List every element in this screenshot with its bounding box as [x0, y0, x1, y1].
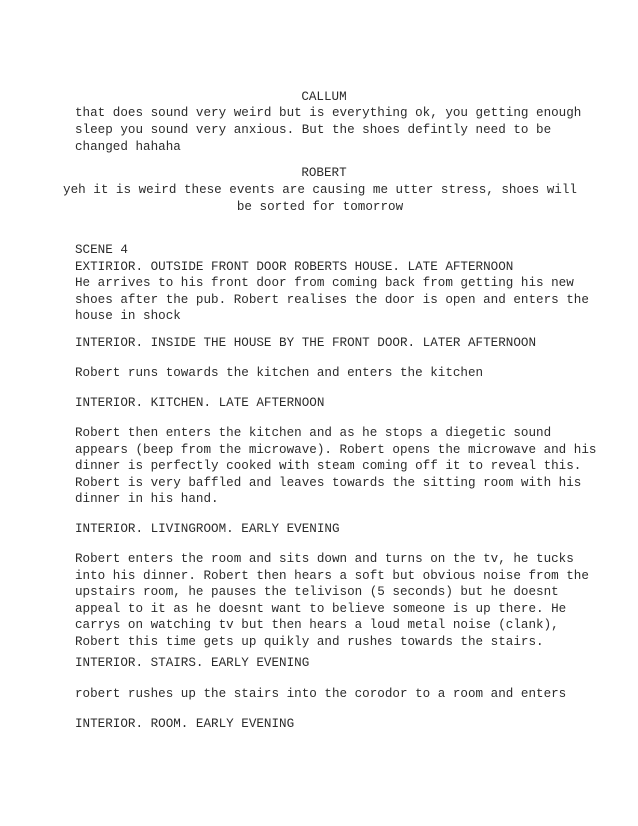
- scene-heading: INTERIOR. ROOM. EARLY EVENING: [75, 717, 295, 731]
- scene-number: SCENE 4: [75, 243, 128, 257]
- scene-heading: INTERIOR. KITCHEN. LATE AFTERNOON: [75, 396, 325, 410]
- dialogue-line: changed hahaha: [75, 140, 181, 154]
- action-line: upstairs room, he pauses the telivison (5 seconds) but he doesnt: [75, 585, 559, 599]
- action-line: Robert this time gets up quikly and rushes towards the stairs.: [75, 635, 544, 649]
- dialogue-line: be sorted for tomorrow: [236, 200, 404, 214]
- action-line: dinner is perfectly cooked with steam coming off it to reveal this.: [75, 459, 582, 473]
- action-line: dinner in his hand.: [75, 492, 219, 506]
- action-line: carrys on watching tv but then hears a loud metal noise (clank),: [75, 618, 559, 632]
- dialogue-line: sleep you sound very anxious. But the shoes defintly need to be: [75, 123, 552, 137]
- scene-heading: EXTIRIOR. OUTSIDE FRONT DOOR ROBERTS HOUSE. LATE AFTERNOON: [75, 260, 514, 274]
- action-line: Robert enters the room and sits down and turns on the tv, he tucks: [75, 552, 574, 566]
- scene-heading: INTERIOR. LIVINGROOM. EARLY EVENING: [75, 522, 340, 536]
- scene-heading: INTERIOR. STAIRS. EARLY EVENING: [75, 656, 310, 670]
- action-line: He arrives to his front door from coming back from getting his new: [75, 276, 574, 290]
- action-line: robert rushes up the stairs into the corodor to a room and enters: [75, 687, 567, 701]
- action-line: Robert is very baffled and leaves towards the sitting room with his: [75, 476, 582, 490]
- action-line: house in shock: [75, 309, 181, 323]
- action-line: appears (beep from the microwave). Robert opens the microwave and his: [75, 443, 597, 457]
- dialogue-line: that does sound very weird but is everything ok, you getting enough: [75, 106, 582, 120]
- character-name-callum: CALLUM: [301, 90, 347, 104]
- action-line: Robert then enters the kitchen and as he stops a diegetic sound: [75, 426, 552, 440]
- action-line: shoes after the pub. Robert realises the door is open and enters the: [75, 293, 589, 307]
- action-line: appeal to it as he doesnt want to believe someone is up there. He: [75, 602, 567, 616]
- action-line: Robert runs towards the kitchen and enters the kitchen: [75, 366, 484, 380]
- scene-heading: INTERIOR. INSIDE THE HOUSE BY THE FRONT DOOR. LATER AFTERNOON: [75, 336, 537, 350]
- action-line: into his dinner. Robert then hears a soft but obvious noise from the: [75, 569, 589, 583]
- dialogue-line: yeh it is weird these events are causing me utter stress, shoes will: [63, 183, 577, 197]
- character-name-robert: ROBERT: [301, 166, 347, 180]
